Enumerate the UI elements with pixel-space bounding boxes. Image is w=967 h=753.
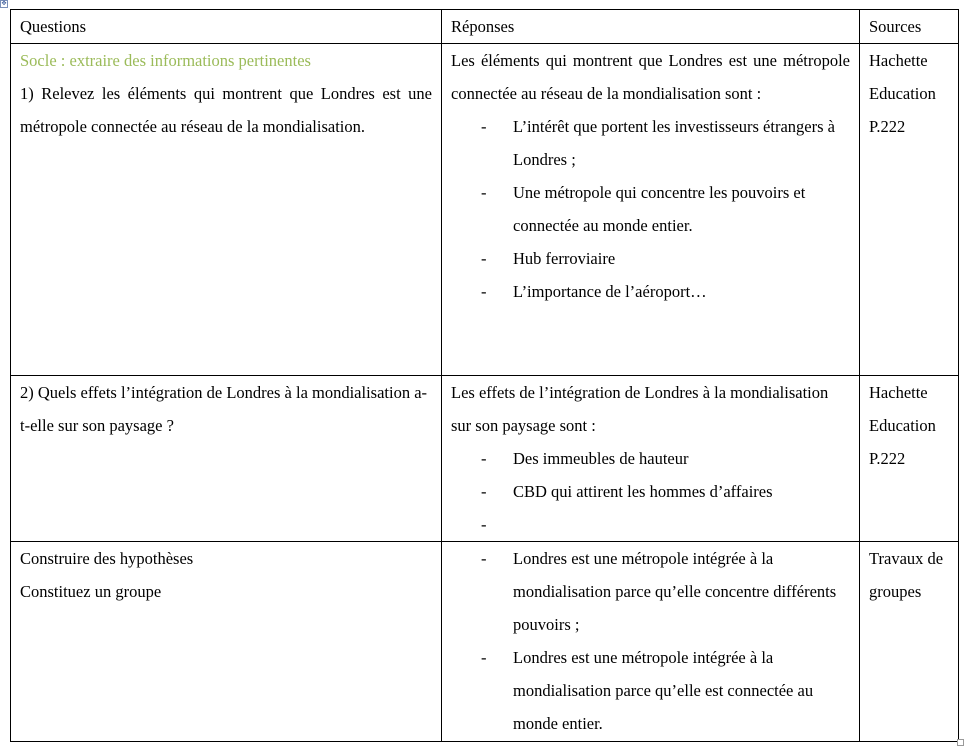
list-item bbox=[451, 242, 850, 275]
list-item bbox=[451, 475, 850, 508]
list-item bbox=[451, 442, 850, 475]
dash-bullet: - bbox=[481, 648, 487, 667]
source-cell: Travaux de groupes bbox=[860, 542, 959, 742]
question-cell bbox=[11, 44, 442, 376]
question-cell bbox=[11, 542, 442, 742]
list-item bbox=[451, 275, 850, 308]
dash-bullet: - bbox=[481, 282, 487, 301]
table-move-handle-icon[interactable]: ✥ bbox=[1, 1, 7, 7]
list-item-text: L’importance de l’aéroport… bbox=[513, 282, 707, 301]
dash-bullet: - bbox=[481, 549, 487, 568]
response-intro: Les éléments qui montrent que Londres est une métropole connectée au réseau de la mondialisation sont : bbox=[451, 51, 850, 103]
list-item-text: Hub ferroviaire bbox=[513, 249, 616, 268]
source-cell: Hachette Education P.222 bbox=[860, 44, 959, 376]
question-cell bbox=[11, 376, 442, 542]
list-item-text: Londres est une métropole intégrée à la mondialisation parce qu’elle concentre différents pouvoirs ; bbox=[513, 549, 837, 634]
response-cell bbox=[442, 44, 860, 376]
questions-table bbox=[10, 9, 959, 742]
response-cell bbox=[442, 542, 860, 742]
source-cell: Hachette Education P.222 bbox=[860, 376, 959, 542]
list-item-text: Londres est une métropole intégrée à la mondialisation parce qu’elle est connectée au monde entier. bbox=[513, 648, 814, 733]
list-item bbox=[451, 176, 850, 242]
question-text: 1) Relevez les éléments qui montrent que Londres est une métropole connectée au réseau de la mondialisation. bbox=[20, 84, 432, 136]
dash-bullet: - bbox=[481, 117, 487, 136]
dash-bullet: - bbox=[481, 449, 487, 468]
socle-heading: Socle : extraire des informations pertinentes bbox=[20, 51, 311, 70]
list-item-text: Des immeubles de hauteur bbox=[513, 449, 689, 468]
question-text: Constituez un groupe bbox=[20, 582, 162, 601]
table-resize-handle[interactable] bbox=[957, 739, 964, 746]
response-list bbox=[451, 442, 850, 541]
response-intro: Les effets de l’intégration de Londres à la mondialisation sur son paysage sont : bbox=[451, 383, 829, 435]
header-sources: Sources bbox=[860, 10, 959, 44]
response-cell bbox=[442, 376, 860, 542]
list-item bbox=[451, 110, 850, 176]
dash-bullet: - bbox=[481, 183, 487, 202]
list-item bbox=[451, 641, 850, 740]
header-questions: Questions bbox=[11, 10, 442, 44]
dash-bullet: - bbox=[481, 515, 487, 534]
table-row bbox=[11, 376, 959, 542]
table-header-row bbox=[11, 10, 959, 44]
table-row bbox=[11, 542, 959, 742]
list-item-text: L’intérêt que portent les investisseurs étrangers à Londres ; bbox=[513, 117, 835, 169]
list-item bbox=[451, 542, 850, 641]
header-responses: Réponses bbox=[442, 10, 860, 44]
question-text: 2) Quels effets l’intégration de Londres à la mondialisation a-t-elle sur son paysage ? bbox=[20, 383, 428, 435]
question-text: Construire des hypothèses bbox=[20, 549, 194, 568]
list-item bbox=[451, 508, 850, 541]
response-list bbox=[451, 542, 850, 740]
list-item-text: CBD qui attirent les hommes d’affaires bbox=[513, 482, 773, 501]
dash-bullet: - bbox=[481, 249, 487, 268]
table-row bbox=[11, 44, 959, 376]
response-list bbox=[451, 110, 850, 308]
list-item-text: Une métropole qui concentre les pouvoirs et connectée au monde entier. bbox=[513, 183, 806, 235]
dash-bullet: - bbox=[481, 482, 487, 501]
